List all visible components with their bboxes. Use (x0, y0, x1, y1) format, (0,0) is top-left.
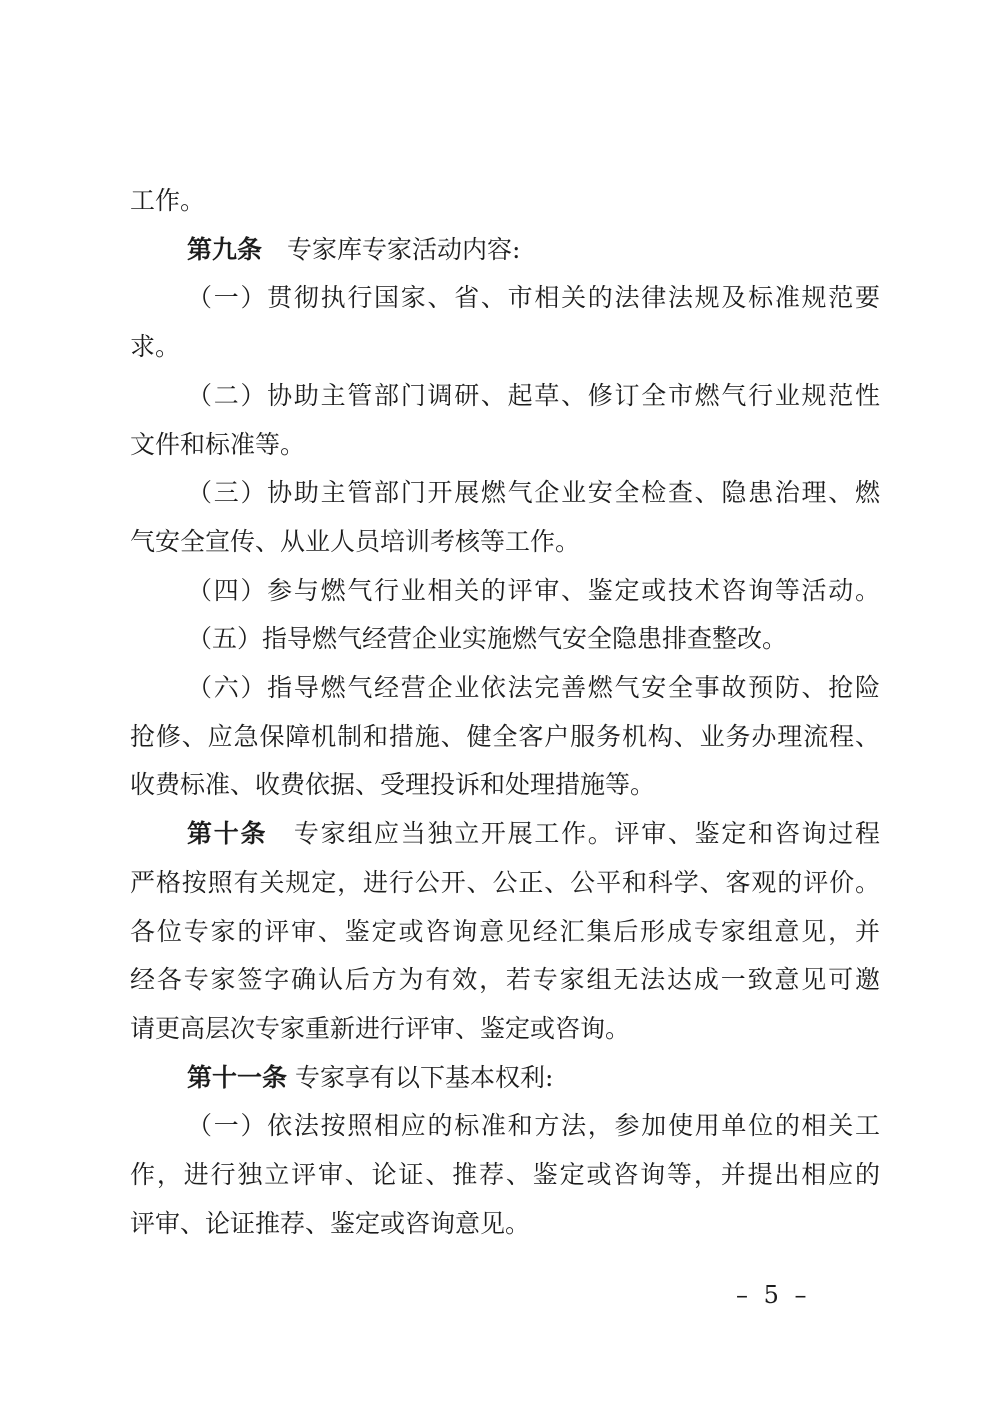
article-heading-line-10 (130, 810, 880, 859)
article-heading-line-11 (130, 1054, 880, 1103)
text-line: 各位专家的评审、鉴定或咨询意见经汇集后形成专家组意见，并 (130, 916, 880, 946)
text-line: 请更高层次专家重新进行评审、鉴定或咨询。 (130, 1013, 631, 1043)
text-line: （四）参与燃气行业相关的评审、鉴定或技术咨询等活动。 (187, 575, 880, 605)
text-line: 气安全宣传、从业人员培训考核等工作。 (130, 526, 581, 556)
text-line: （一）依法按照相应的标准和方法，参加使用单位的相关工 (187, 1111, 880, 1141)
text-line: （一）贯彻执行国家、省、市相关的法律法规及标准规范要 (187, 283, 880, 313)
text-line: （五）指导燃气经营企业实施燃气安全隐患排查整改。 (187, 624, 788, 654)
text-line: 工作。 (130, 186, 206, 215)
text-line: 经各专家签字确认后方为有效，若专家组无法达成一致意见可邀 (130, 965, 880, 995)
text-line: （三）协助主管部门开展燃气企业安全检查、隐患治理、燃 (187, 478, 880, 508)
article-heading-text: 专家组应当独立开展工作。评审、鉴定和咨询过程 (267, 819, 880, 849)
text-line: 收费标准、收费依据、受理投诉和处理措施等。 (130, 770, 656, 800)
article-heading-text: 专家享有以下基本权利: (287, 1062, 554, 1092)
article-number: 第九条 (187, 234, 263, 264)
text-line: 作，进行独立评审、论证、推荐、鉴定或咨询等，并提出相应的 (130, 1160, 880, 1190)
text-line: 文件和标准等。 (130, 429, 306, 459)
article-heading-text: 专家库专家活动内容: (262, 234, 521, 264)
article-number: 第十一条 (187, 1062, 288, 1092)
text-line: （六）指导燃气经营企业依法完善燃气安全事故预防、抢险 (187, 673, 880, 703)
text-line: 评审、论证推荐、鉴定或咨询意见。 (130, 1208, 531, 1238)
text-line: 求。 (130, 332, 181, 362)
text-line: 严格按照有关规定，进行公开、公正、公平和科学、客观的评价。 (130, 867, 880, 897)
document-body (130, 177, 880, 1248)
article-heading-line-9 (130, 226, 880, 275)
article-number: 第十条 (187, 819, 268, 849)
page-number: – 5 – (736, 1281, 811, 1309)
text-line: 抢修、应急保障机制和措施、健全客户服务机构、业务办理流程、 (130, 721, 880, 751)
text-line: （二）协助主管部门调研、起草、修订全市燃气行业规范性 (187, 380, 880, 410)
